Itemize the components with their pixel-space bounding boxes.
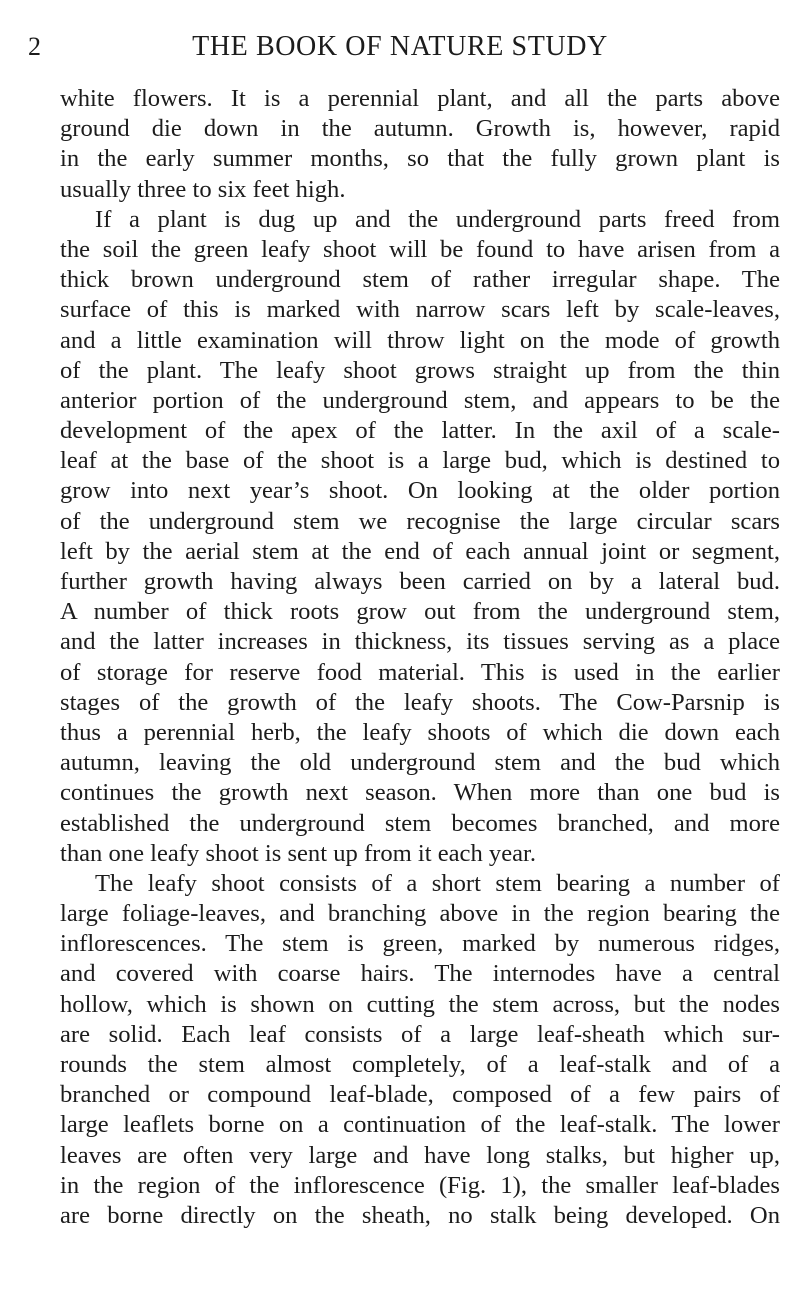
text-line: surface of this is marked with narrow scars left by scale-leaves, (60, 296, 780, 324)
text-line: development of the apex of the latter. In the axil of a scale- (60, 417, 780, 445)
text-line: the soil the green leafy shoot will be found to have arisen from a (60, 235, 780, 263)
text-line: and a little examination will throw light on the mode of growth (60, 326, 780, 354)
text-line: The leafy shoot consists of a short stem bearing a number of (95, 869, 780, 897)
text-line: further growth having always been carried on by a lateral bud. (60, 568, 780, 595)
text-line: If a plant is dug up and the underground parts freed from (95, 205, 780, 233)
text-line: hollow, which is shown on cutting the stem across, but the nodes (60, 990, 780, 1018)
text-line: and the latter increases in thickness, its tissues serving as a place (60, 628, 780, 656)
text-line: leaves are often very large and have long stalks, but higher up, (60, 1141, 780, 1169)
text-line: thick brown underground stem of rather irregular shape. The (60, 266, 780, 294)
text-line: continues the growth next season. When more than one bud is (60, 779, 780, 807)
text-line: rounds the stem almost completely, of a leaf-stalk and of a (60, 1051, 780, 1078)
text-line: white flowers. It is a perennial plant, and all the parts above (60, 85, 780, 112)
text-line: autumn, leaving the old underground stem and the bud which (60, 749, 780, 777)
text-line: left by the aerial stem at the end of each annual joint or segment, (60, 537, 780, 565)
text-line: and covered with coarse hairs. The internodes have a central (60, 960, 780, 988)
page-number: 2 (28, 32, 41, 61)
page-header (0, 26, 800, 66)
text-line: stages of the growth of the leafy shoots. The Cow-Parsnip is (60, 688, 780, 716)
text-line: established the underground stem becomes branched, and more (60, 809, 780, 837)
text-line: anterior portion of the underground stem, and appears to be the (60, 386, 780, 414)
text-line: in the early summer months, so that the fully grown plant is (60, 145, 780, 173)
text-line: are borne directly on the sheath, no stalk being developed. On (60, 1201, 780, 1229)
body-text (60, 84, 780, 1231)
text-line: ground die down in the autumn. Growth is, however, rapid (60, 115, 780, 143)
text-line: of the underground stem we recognise the large circular scars (60, 507, 780, 535)
text-line: large foliage-leaves, and branching above in the region bearing the (60, 900, 780, 928)
text-line: of the plant. The leafy shoot grows straight up from the thin (60, 356, 780, 384)
text-line: A number of thick roots grow out from the underground stem, (60, 598, 780, 626)
text-line: are solid. Each leaf consists of a large leaf-sheath which sur- (60, 1020, 780, 1048)
text-line: large leaflets borne on a continuation of the leaf-stalk. The lower (60, 1111, 780, 1139)
text-line: branched or compound leaf-blade, composed of a few pairs of (60, 1081, 780, 1109)
text-line: of storage for reserve food material. This is used in the earlier (60, 658, 780, 686)
text-line: usually three to six feet high. (60, 175, 346, 203)
text-line: inflorescences. The stem is green, marked by numerous ridges, (60, 930, 780, 958)
running-title: THE BOOK OF NATURE STUDY (192, 31, 608, 62)
text-line: thus a perennial herb, the leafy shoots of which die down each (60, 718, 780, 746)
text-line: than one leafy shoot is sent up from it each year. (60, 839, 537, 867)
text-line: leaf at the base of the shoot is a large bud, which is destined to (60, 447, 780, 475)
text-line: grow into next year’s shoot. On looking at the older portion (60, 477, 780, 505)
text-line: in the region of the inflorescence (Fig. 1), the smaller leaf-blades (60, 1171, 780, 1199)
